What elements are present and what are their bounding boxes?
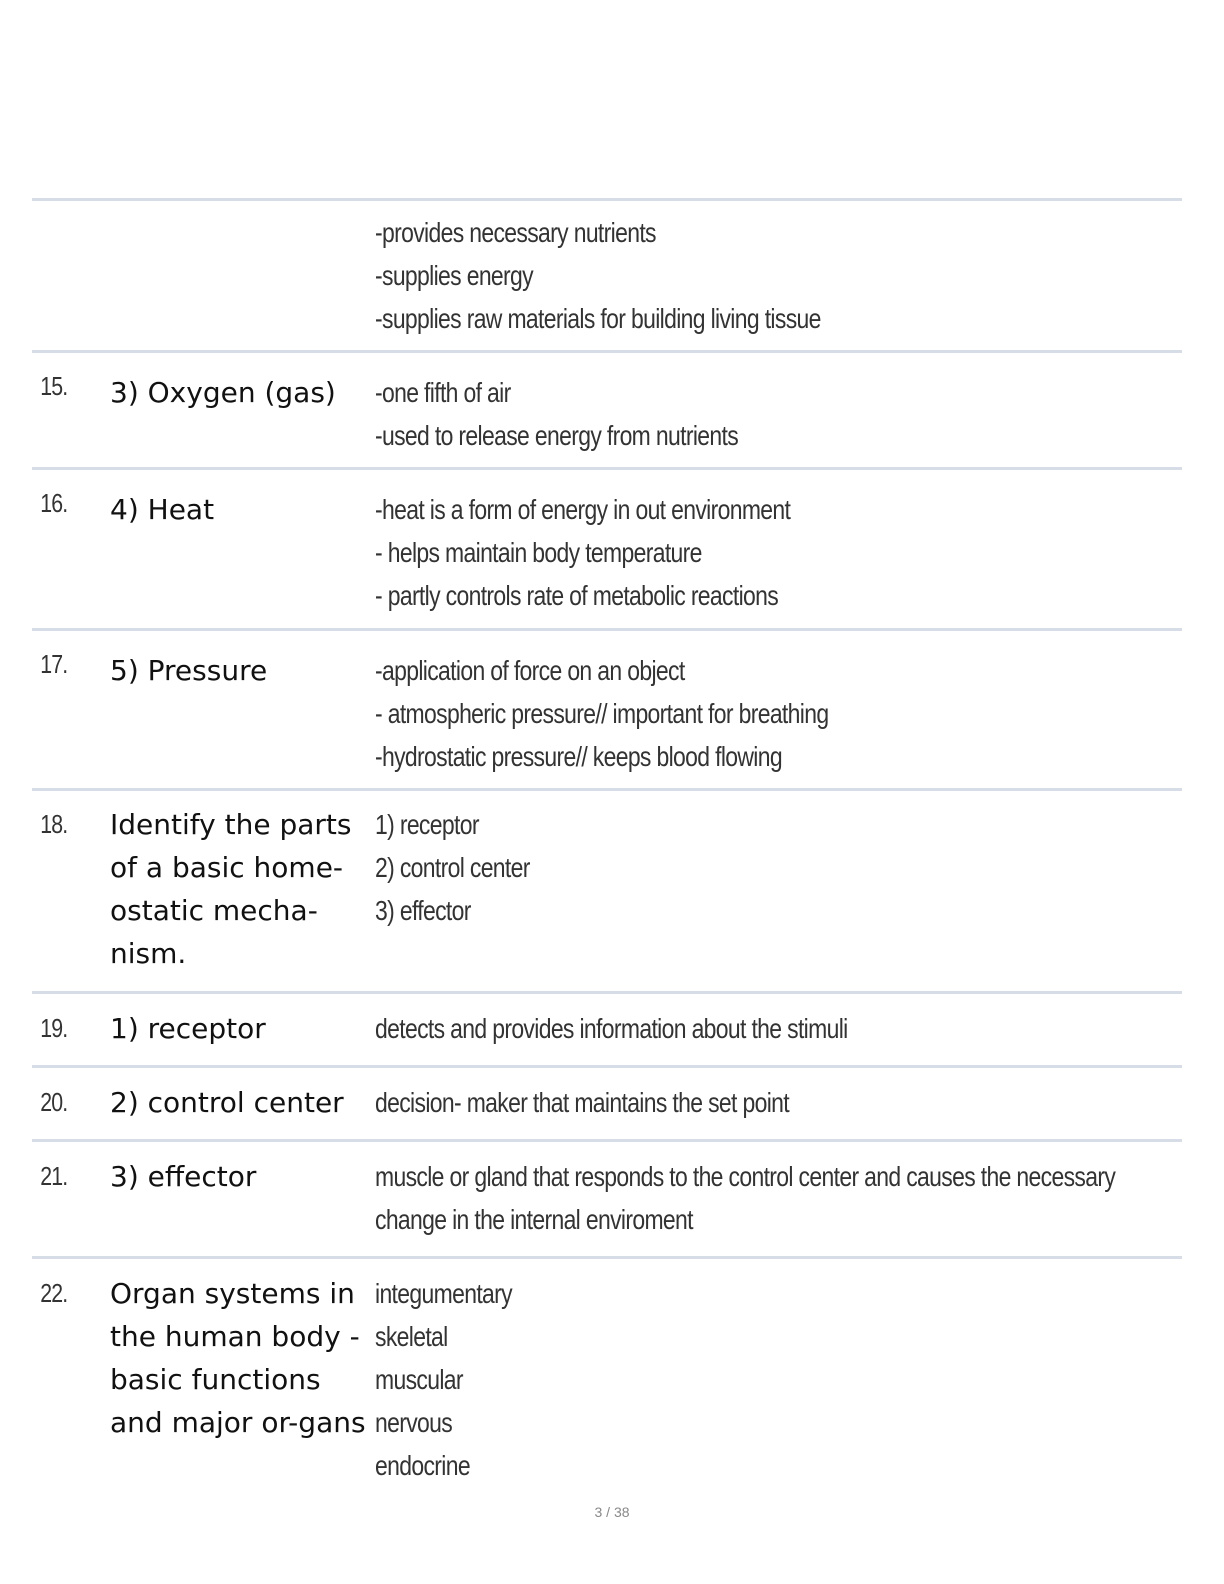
definition-line: change in the internal enviroment [375, 1204, 693, 1235]
row-definition [375, 1272, 1182, 1501]
row-term [110, 211, 375, 350]
row-definition [375, 488, 1182, 628]
row-definition [375, 211, 1182, 350]
definition-line: -heat is a form of energy in out environment [375, 494, 791, 525]
definition-line: muscular [375, 1364, 463, 1395]
row-definition [375, 1007, 1182, 1065]
row-term: 3) effector [110, 1160, 257, 1193]
row-number: 15. [40, 371, 68, 401]
definition-line: -supplies energy [375, 260, 533, 291]
definition-line: - atmospheric pressure// important for breathing [375, 698, 829, 729]
row-number: 22. [40, 1278, 68, 1308]
table-row [32, 350, 1182, 467]
row-term: 2) control center [110, 1086, 344, 1119]
table-row [32, 991, 1182, 1065]
row-definition [375, 649, 1182, 788]
definition-line: endocrine [375, 1450, 470, 1481]
definition-line: nervous [375, 1407, 453, 1438]
definition-line: muscle or gland that responds to the control center and causes the necessary [375, 1161, 1116, 1192]
row-term: Organ systems in the human body -basic functions and major or-gans [110, 1277, 366, 1439]
row-term: Identify the parts of a basic home-ostatic mecha-nism. [110, 808, 352, 970]
row-number: 21. [40, 1161, 68, 1191]
definition-line: integumentary [375, 1278, 512, 1309]
definition-line: detects and provides information about the stimuli [375, 1013, 848, 1044]
row-term: 5) Pressure [110, 654, 268, 687]
row-term: 1) receptor [110, 1012, 266, 1045]
row-number: 20. [40, 1087, 68, 1117]
page-indicator: 3 / 38 [594, 1504, 630, 1520]
table-row [32, 1139, 1182, 1256]
row-number: 17. [40, 649, 68, 679]
flashcard-table [32, 198, 1182, 1501]
row-number: 16. [40, 488, 68, 518]
definition-line: decision- maker that maintains the set point [375, 1087, 789, 1118]
definition-line: -one fifth of air [375, 377, 511, 408]
row-term: 3) Oxygen (gas) [110, 376, 336, 409]
row-number: 19. [40, 1013, 68, 1043]
table-row [32, 628, 1182, 788]
definition-line: -hydrostatic pressure// keeps blood flowing [375, 741, 782, 772]
definition-line: - helps maintain body temperature [375, 537, 702, 568]
row-number [32, 211, 96, 350]
table-row [32, 467, 1182, 628]
row-definition [375, 803, 1182, 991]
table-row [32, 1065, 1182, 1139]
definition-line: 1) receptor [375, 809, 479, 840]
definition-line: 3) effector [375, 895, 471, 926]
row-term: 4) Heat [110, 493, 215, 526]
table-row [32, 198, 1182, 350]
definition-line: skeletal [375, 1321, 448, 1352]
definition-line: 2) control center [375, 852, 530, 883]
table-row [32, 1256, 1182, 1501]
definition-line: -provides necessary nutrients [375, 217, 656, 248]
definition-line: -application of force on an object [375, 655, 685, 686]
definition-line: -used to release energy from nutrients [375, 420, 739, 451]
definition-line: -supplies raw materials for building living tissue [375, 303, 821, 334]
definition-line: - partly controls rate of metabolic reactions [375, 580, 779, 611]
row-definition [375, 371, 1182, 467]
row-definition [375, 1155, 1224, 1256]
table-row [32, 788, 1182, 991]
row-number: 18. [40, 809, 68, 839]
row-definition [375, 1081, 1182, 1139]
